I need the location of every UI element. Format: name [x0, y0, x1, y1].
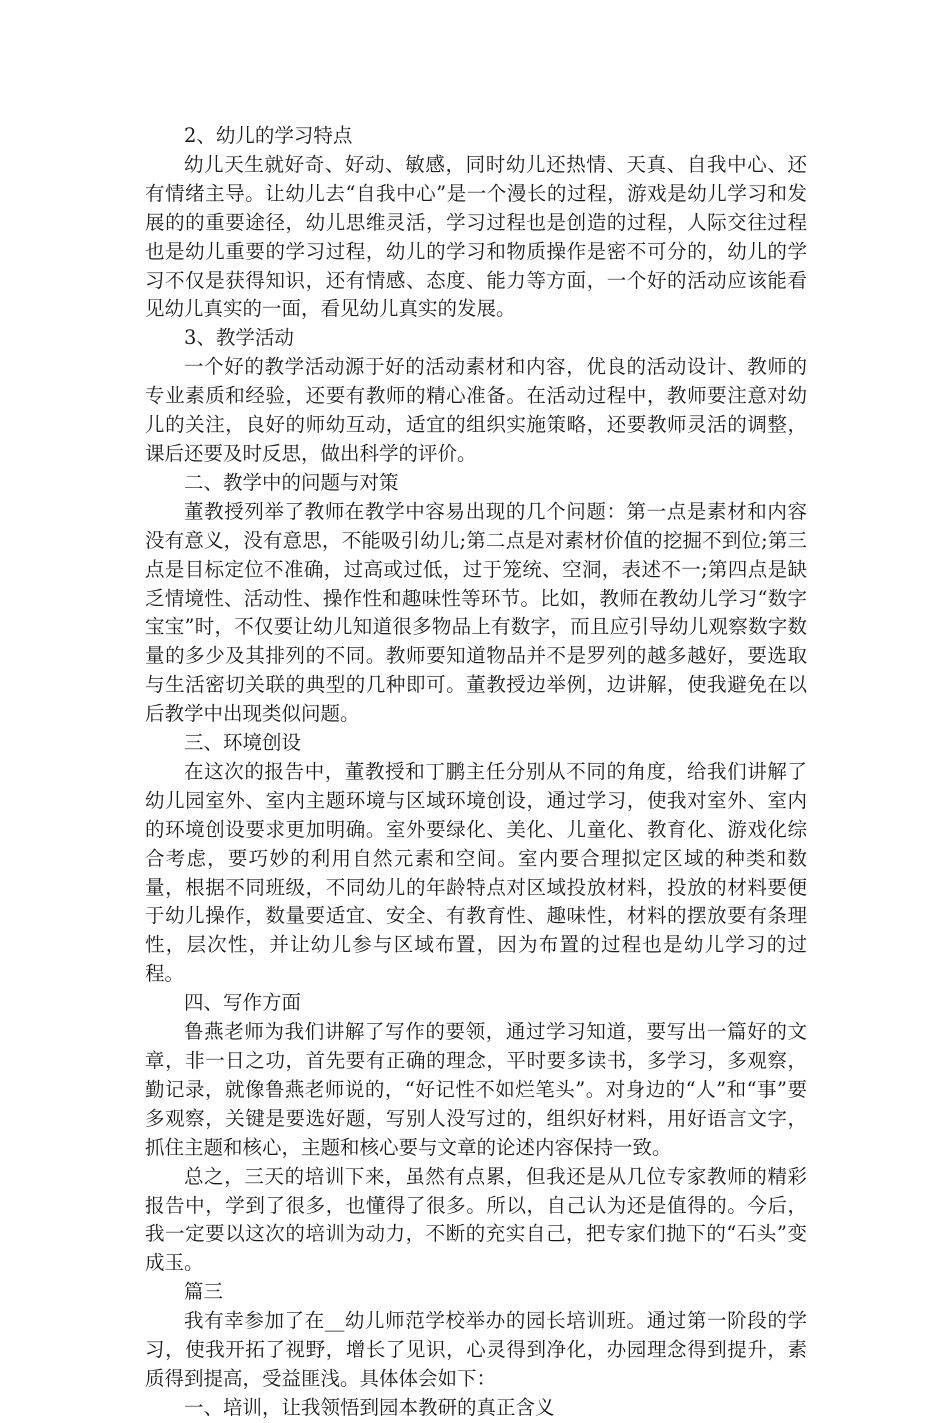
- section-heading: 2、幼儿的学习特点: [184, 124, 353, 147]
- section-heading: 二、教学中的问题与对策: [184, 470, 399, 494]
- section-heading: 三、环境创设: [184, 731, 302, 755]
- body-paragraph: 总之，三天的培训下来，虽然有点累，但我还是从几位专家教师的精彩报告中，学到了很多，也懂得了很多。所以，自己认为还是值得的。今后，我一定要以这次的培训为动力，不断的充实自己，把专家们抛下的“石头”变成玉。: [145, 1164, 807, 1275]
- section-heading: 一、培训，让我领悟到园本教研的真正含义: [184, 1395, 555, 1419]
- body-paragraph: 董教授列举了教师在教学中容易出现的几个问题：第一点是素材和内容没有意义，没有意思，不能吸引幼儿;第二点是对素材价值的挖掘不到位;第三点是目标定位不准确，过高或过低，过于笼统、空洞，表述不一;第四点是缺乏情境性、活动性、操作性和趣味性等环节。比如，教师在教幼儿学习“数字宝宝”时，不仅要让幼儿知道很多物品上有数字，而且应引导幼儿观察数字数量的多少及其排列的不同。教师要知道物品并不是罗列的越多越好，要选取与生活密切关联的典型的几种即可。董教授边举例，边讲解，使我避免在以后教学中出现类似问题。: [145, 499, 807, 726]
- body-paragraph: 在这次的报告中，董教授和丁鹏主任分别从不同的角度，给我们讲解了幼儿园室外、室内主题环境与区域环境创设，通过学习，使我对室外、室内的环境创设要求更加明确。室外要绿化、美化、儿童化、教育化、游戏化综合考虑，要巧妙的利用自然元素和空间。室内要合理拟定区域的种类和数量，根据不同班级，不同幼儿的年龄特点对区域投放材料，投放的材料要便于幼儿操作，数量要适宜、安全、有教育性、趣味性，材料的摆放要有条理性，层次性，并让幼儿参与区域布置，因为布置的过程也是幼儿学习的过程。: [145, 759, 807, 986]
- body-paragraph: 一个好的教学活动源于好的活动素材和内容，优良的活动设计、教师的专业素质和经验，还要有教师的精心准备。在活动过程中，教师要注意对幼儿的关注，良好的师幼互动，适宜的组织实施策略，还要教师灵活的调整，课后还要及时反思，做出科学的评价。: [145, 355, 807, 465]
- body-paragraph: 幼儿天生就好奇、好动、敏感，同时幼儿还热情、天真、自我中心、还有情绪主导。让幼儿去“自我中心”是一个漫长的过程，游戏是幼儿学习和发展的的重要途径，幼儿思维灵活，学习过程也是创造的过程，人际交往过程也是幼儿重要的学习过程，幼儿的学习和物质操作是密不可分的，幼儿的学习不仅是获得知识，还有情感、态度、能力等方面，一个好的活动应该能看见幼儿真实的一面，看见幼儿真实的发展。: [145, 152, 807, 321]
- section-heading: 篇三: [184, 1280, 224, 1304]
- body-paragraph: 鲁燕老师为我们讲解了写作的要领，通过学习知道，要写出一篇好的文章，非一日之功，首先要有正确的理念，平时要多读书，多学习，多观察，勤记录，就像鲁燕老师说的，“好记性不如烂笔头”。对身边的“人”和“事”要多观察，关键是要选好题，写别人没写过的，组织好材料，用好语言文字，抓住主题和核心，主题和核心要与文章的论述内容保持一致。: [145, 1020, 807, 1159]
- document-body: [145, 122, 807, 1423]
- section-heading: 四、写作方面: [184, 991, 302, 1015]
- body-paragraph: 我有幸参加了在__幼儿师范学校举办的园长培训班。通过第一阶段的学习，使我开拓了视野，增长了见识，心灵得到净化，办园理念得到提升，素质得到提高，受益匪浅。具体体会如下：: [145, 1309, 807, 1390]
- section-heading: 3、教学活动: [184, 326, 294, 350]
